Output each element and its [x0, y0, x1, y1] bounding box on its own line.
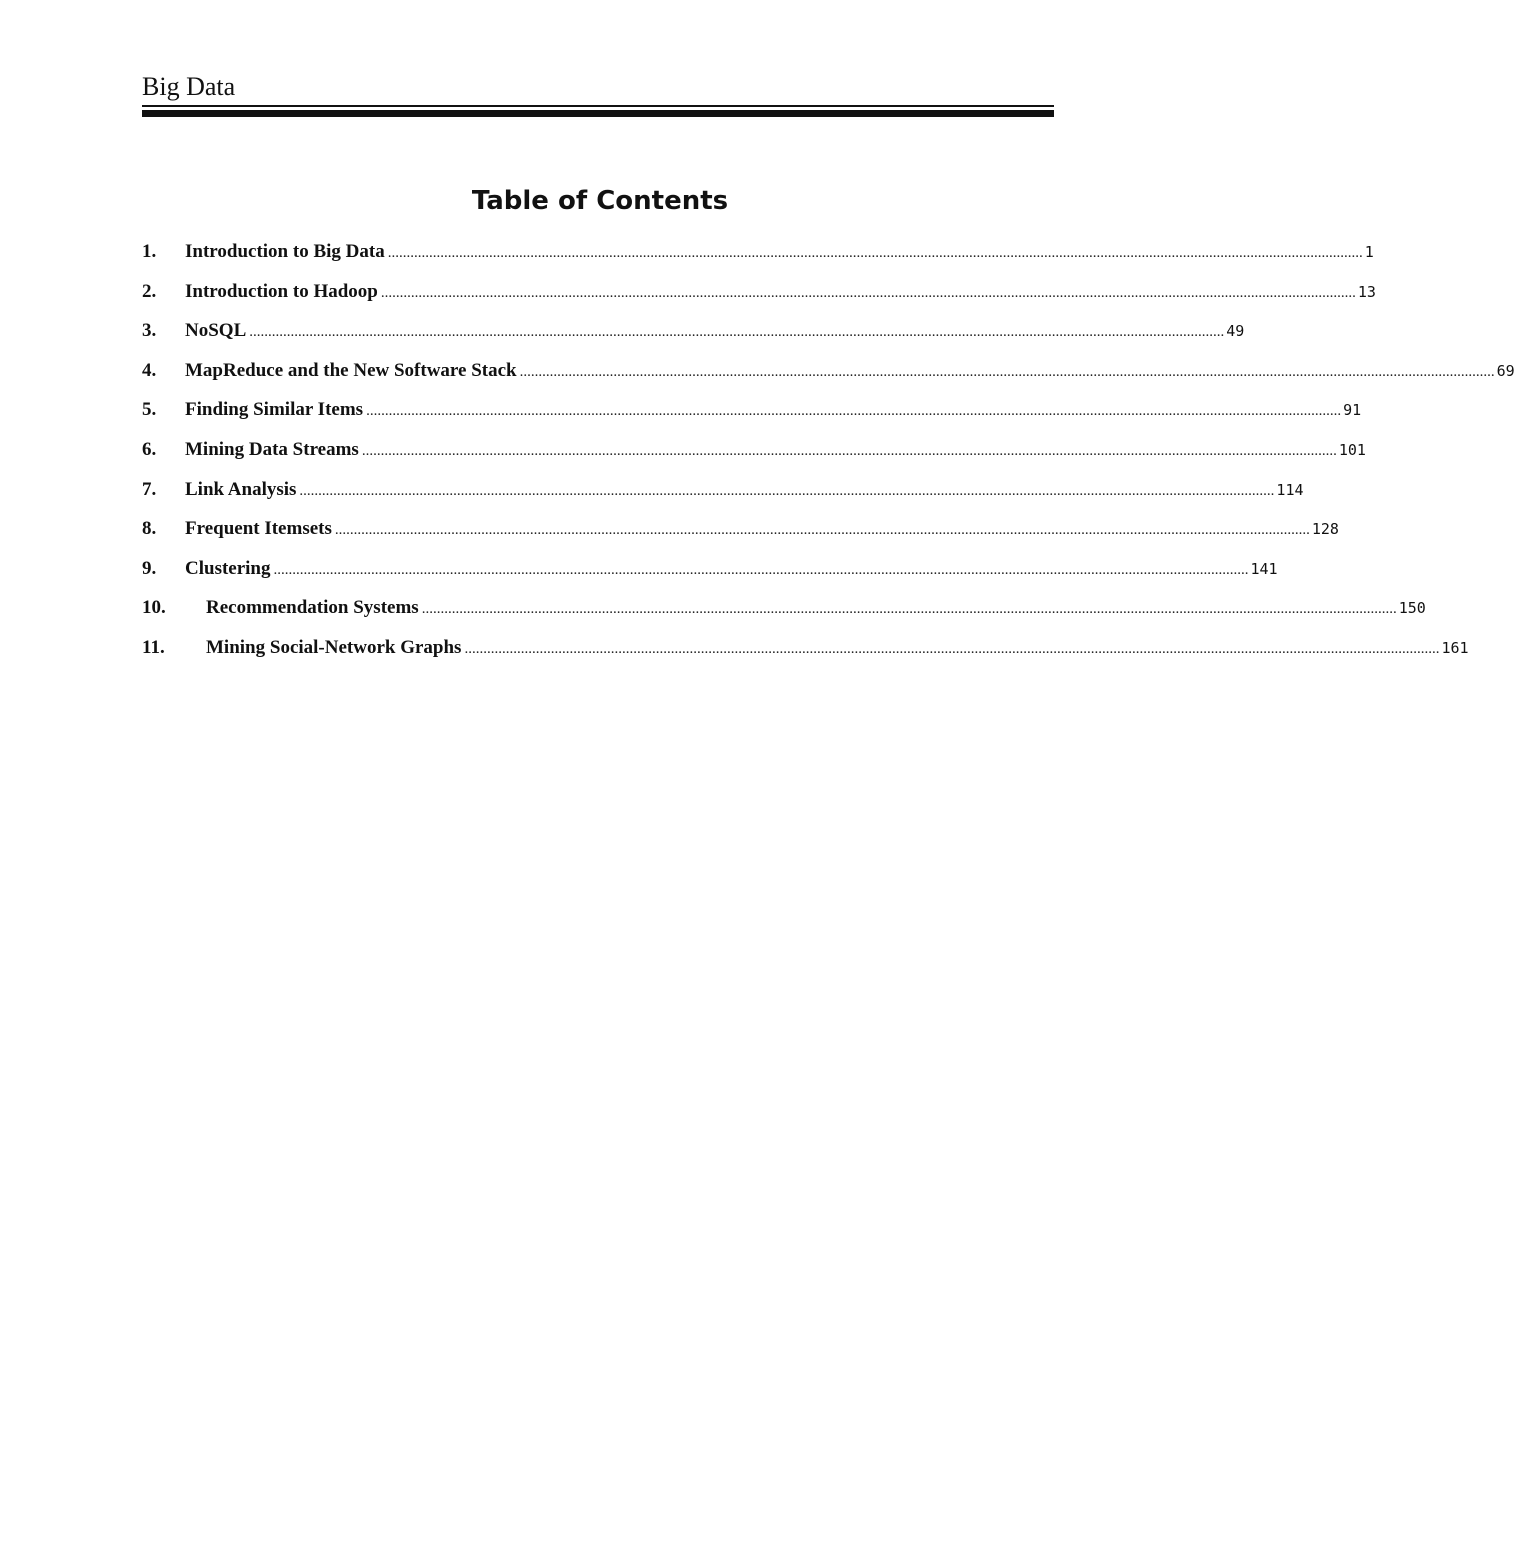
toc-dot-leader: ....................................................................................................................................................................................................................................................................	[366, 403, 1342, 420]
toc-entry-2[interactable]	[142, 280, 1376, 320]
toc-entry-5[interactable]	[142, 398, 1362, 438]
toc-entry-label: Link Analysis	[185, 478, 297, 500]
toc-entry-page: 91	[1343, 401, 1362, 420]
header-rule-thick	[142, 110, 1054, 117]
toc-entry-11[interactable]	[142, 636, 1469, 676]
toc-entry-1[interactable]	[142, 240, 1374, 280]
toc-dot-leader: ....................................................................................................................................................................................................................................................................	[380, 284, 1356, 301]
toc-entry-page: 13	[1357, 282, 1376, 301]
toc-dot-leader: ....................................................................................................................................................................................................................................................................	[334, 522, 1310, 539]
toc-dot-leader: ....................................................................................................................................................................................................................................................................	[249, 324, 1225, 341]
toc-entry-number: 1.	[142, 241, 157, 262]
toc-entry-number: 2.	[142, 280, 157, 302]
toc-entry-label: Frequent Itemsets	[185, 518, 332, 540]
toc-entry-8[interactable]	[142, 517, 1339, 557]
toc-dot-leader: ....................................................................................................................................................................................................................................................................	[387, 245, 1363, 261]
page-header	[142, 70, 1054, 104]
toc-entry-label: Finding Similar Items	[185, 399, 364, 421]
toc-dot-leader: ....................................................................................................................................................................................................................................................................	[519, 363, 1495, 380]
toc-entry-page: 1	[1364, 243, 1374, 261]
toc-dot-leader: ....................................................................................................................................................................................................................................................................	[421, 601, 1397, 618]
toc-dot-leader: ....................................................................................................................................................................................................................................................................	[464, 640, 1440, 657]
toc-entry-4[interactable]	[142, 359, 1515, 399]
toc-entry-6[interactable]	[142, 438, 1366, 478]
toc-entry-7[interactable]	[142, 478, 1304, 518]
toc-entry-page: 128	[1311, 520, 1339, 539]
toc-entry-number: 11.	[142, 636, 165, 658]
toc-entry-page: 161	[1441, 638, 1469, 657]
toc-entry-page: 141	[1250, 559, 1278, 578]
toc-entry-label: Recommendation Systems	[206, 597, 419, 619]
toc-entry-label: Mining Data Streams	[185, 438, 359, 460]
toc-title: Table of Contents	[471, 186, 729, 216]
toc-dot-leader: ....................................................................................................................................................................................................................................................................	[361, 442, 1337, 459]
toc-entry-9[interactable]	[142, 557, 1278, 597]
toc-entry-number: 3.	[142, 320, 157, 342]
toc-entry-number: 10.	[142, 597, 166, 619]
toc-entry-label: Introduction to Hadoop	[185, 280, 378, 302]
toc-entry-page: 49	[1226, 322, 1245, 341]
toc-entry-3[interactable]	[142, 319, 1245, 359]
toc-dot-leader: ....................................................................................................................................................................................................................................................................	[299, 482, 1275, 499]
toc-entry-page: 101	[1338, 440, 1366, 459]
toc-entry-label: Clustering	[185, 557, 271, 579]
toc-entry-10[interactable]	[142, 596, 1426, 636]
header-rule-thin	[142, 105, 1054, 107]
toc-dot-leader: ....................................................................................................................................................................................................................................................................	[273, 561, 1249, 578]
toc-entry-page: 69	[1496, 361, 1515, 380]
toc-list	[142, 240, 1515, 676]
toc-entry-number: 5.	[142, 399, 157, 421]
toc-entry-number: 4.	[142, 359, 157, 381]
toc-entry-number: 6.	[142, 438, 157, 460]
toc-entry-label: NoSQL	[185, 320, 247, 342]
toc-entry-number: 8.	[142, 518, 157, 540]
toc-entry-label: MapReduce and the New Software Stack	[185, 359, 517, 381]
toc-entry-label: Mining Social-Network Graphs	[206, 636, 462, 658]
toc-entry-number: 9.	[142, 557, 157, 579]
toc-entry-number: 7.	[142, 478, 157, 500]
toc-entry-page: 150	[1398, 599, 1426, 618]
toc-entry-page: 114	[1276, 480, 1304, 499]
header-title: Big Data	[142, 72, 236, 101]
toc-entry-label: Introduction to Big Data	[185, 241, 385, 262]
